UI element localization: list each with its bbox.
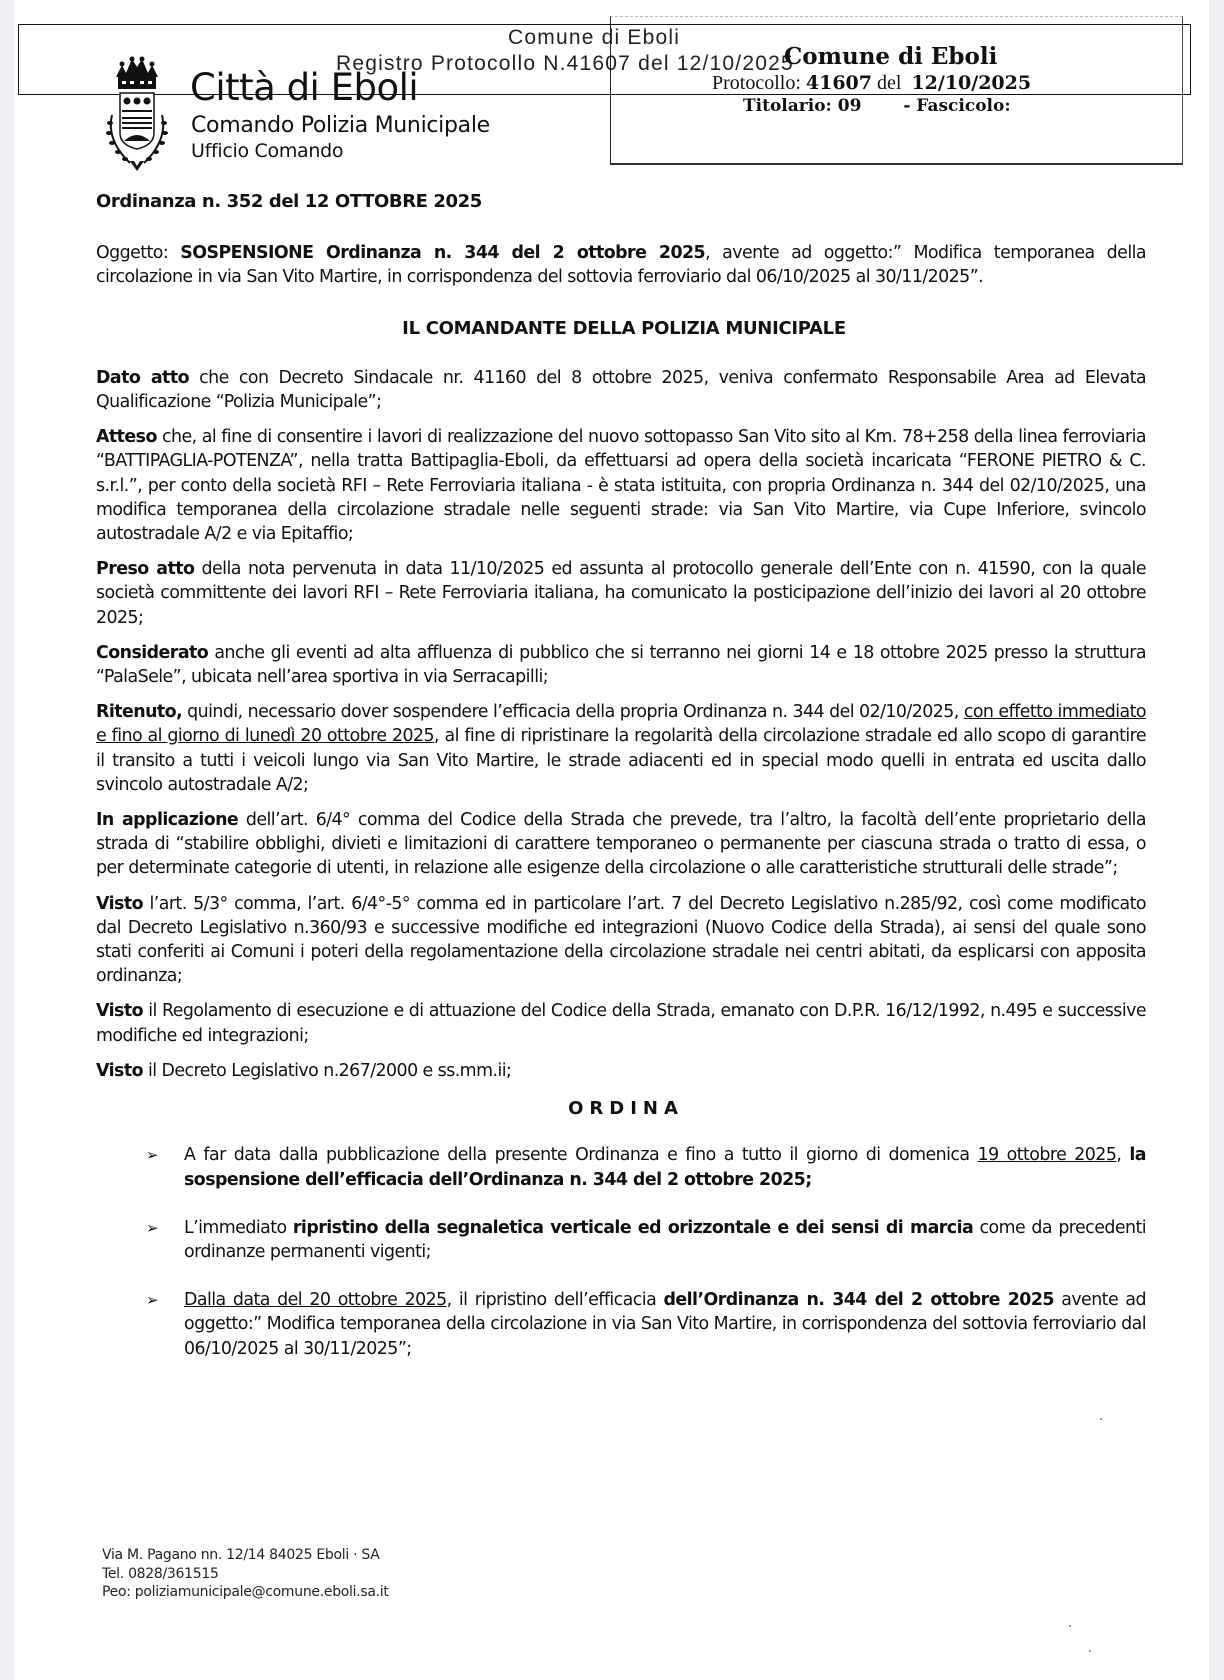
subject-text: , avente ad oggetto:” Modifica temporanea della circolazione in via San Vito Martire, in corrispondenza del sottovia ferroviario dal 06/10/2025 al 30/11/2025”. xyxy=(96,243,1146,288)
order-underlined-text: 19 ottobre 2025 xyxy=(977,1145,1117,1166)
office-name: Ufficio Comando xyxy=(191,140,344,162)
order-bold-text: la sospensione dell’efficacia dell’Ordinanza n. 344 del 2 ottobre 2025; xyxy=(184,1145,1146,1190)
order-text: , xyxy=(1116,1145,1130,1166)
protocol-date: 12/10/2025 xyxy=(911,72,1032,94)
orders-list xyxy=(96,1143,1146,1360)
premise-lead: Visto xyxy=(96,1001,143,1022)
premise-lead: Dato atto xyxy=(96,367,189,388)
protocol-stamp-title: Comune di Eboli xyxy=(784,43,998,70)
premise-lead: Visto xyxy=(96,1060,143,1081)
scan-speck xyxy=(1100,1418,1102,1420)
order-underlined-text: Dalla data del 20 ottobre 2025 xyxy=(184,1290,447,1311)
footer-contacts xyxy=(102,1546,389,1602)
protocol-label: Protocollo: xyxy=(712,72,801,94)
premise-paragraph xyxy=(96,808,1146,881)
premise-underlined-text: con effetto immediato e fino al giorno di lunedì 20 ottobre 2025 xyxy=(96,702,1146,747)
protocol-stamp-number-line xyxy=(712,72,1031,95)
premise-paragraph xyxy=(96,892,1146,989)
city-name: Città di Eboli xyxy=(190,66,419,109)
premise-paragraph xyxy=(96,425,1146,546)
order-item xyxy=(96,1216,1146,1264)
order-text: , il ripristino dell’efficacia xyxy=(446,1290,664,1311)
order-bold-text: ripristino della segnaletica verticale ed orizzontale e dei sensi di marcia xyxy=(292,1217,974,1238)
ordina-heading: ORDINA xyxy=(568,1098,684,1120)
premise-paragraph xyxy=(96,366,1146,414)
subject-label: Oggetto: xyxy=(96,243,181,264)
arrowhead-bullet-icon: ➢ xyxy=(146,1218,159,1237)
premise-text: , al fine di ripristinare la regolarità della circolazione stradale ed allo scopo di garantire il transito a tutti i veicoli lungo via San Vito Martire, le strade adiacenti ed in special modo quelli in entrata ed uscita dallo svincolo autostradale A/2; xyxy=(96,726,1146,795)
footer-address: Via M. Pagano nn. 12/14 84025 Eboli · SA xyxy=(102,1547,380,1563)
ordinance-body xyxy=(96,190,1146,1385)
premise-text: che, al fine di consentire i lavori di realizzazione del nuovo sottopasso San Vito sito al Km. 78+258 della linea ferroviaria “BATTIPAGLIA-POTENZA”, nella tratta Battipaglia-Eboli, da effettuarsi ad opera della società incaricata “FERONE PIETRO & C. s.r.l.”, per conto della società RFI – Rete Ferroviaria italiana - è stata istituita, con propria Ordinanza n. 344 del 02/10/2025, una modifica temporanea della circolazione stradale nelle seguenti strade: via San Vito Martire, via Cupe Inferiore, svincolo autostradale A/2 e via Epitaffio; xyxy=(96,427,1146,545)
arrowhead-bullet-icon: ➢ xyxy=(146,1146,159,1165)
protocol-stamp-classification xyxy=(743,96,1011,116)
titolario-label: Titolario: xyxy=(743,96,832,116)
registration-stamp-protocol: Registro Protocollo N.41607 del 12/10/2025 xyxy=(336,52,794,75)
order-text: L’immediato xyxy=(184,1217,293,1238)
subject-bold: SOSPENSIONE Ordinanza n. 344 del 2 ottobre 2025 xyxy=(180,243,706,264)
premise-text: l’art. 5/3° comma, l’art. 6/4°-5° comma ed in particolare l’art. 7 del Decreto Legislativo n.285/92, così come modificato dal Decreto Legislativo n.360/93 e successive modifiche ed integrazioni (Nuovo Codice della Strada), ai sensi del quale sono stati conferiti ai Comuni i poteri della regolamentazione della circolazione stradale nei centri abitati, da esplicarsi con apposita ordinanza; xyxy=(96,893,1146,987)
ordinance-title: Ordinanza n. 352 del 12 OTTOBRE 2025 xyxy=(96,191,482,212)
issuer-heading: IL COMANDANTE DELLA POLIZIA MUNICIPALE xyxy=(402,317,846,339)
order-text: A far data dalla pubblicazione della presente Ordinanza e fino a tutto il giorno di domenica xyxy=(184,1145,978,1166)
fascicolo-label: - Fascicolo: xyxy=(903,96,1011,116)
premise-text: il Regolamento di esecuzione e di attuazione del Codice della Strada, emanato con D.P.R. 16/12/1992, n.495 e successive modifiche ed integrazioni; xyxy=(96,1001,1146,1046)
premise-paragraph xyxy=(96,1059,1146,1083)
department-name: Comando Polizia Municipale xyxy=(191,113,490,138)
premise-paragraph xyxy=(96,641,1146,689)
protocol-number: 41607 xyxy=(805,72,872,94)
order-item xyxy=(96,1143,1146,1191)
order-text: come da precedenti ordinanze permanenti vigenti; xyxy=(184,1217,1146,1262)
premise-lead: Ritenuto, xyxy=(96,702,183,723)
premise-text: che con Decreto Sindacale nr. 41160 del 8 ottobre 2025, veniva confermato Responsabile Area ad Elevata Qualificazione “Polizia Municipale”; xyxy=(96,367,1146,413)
premise-lead: Atteso xyxy=(96,427,157,448)
premise-lead: In applicazione xyxy=(96,810,239,831)
footer-phone: Tel. 0828/361515 xyxy=(102,1565,219,1582)
premise-text: della nota pervenuta in data 11/10/2025 ed assunta al protocollo generale dell’Ente con n. 41590, con la quale società committente dei lavori RFI – Rete Ferroviaria italiana, ha comunicato la posticipazione dell’inizio dei lavori al 20 ottobre 2025; xyxy=(96,559,1146,628)
footer-email: Peo: poliziamunicipale@comune.eboli.sa.it xyxy=(102,1584,389,1600)
order-bold-text: dell’Ordinanza n. 344 del 2 ottobre 2025 xyxy=(663,1290,1054,1311)
document-page xyxy=(14,0,1209,1680)
registration-stamp-municipality: Comune di Eboli xyxy=(508,26,681,49)
order-item xyxy=(96,1288,1146,1361)
coat-of-arms-icon xyxy=(102,55,172,173)
premise-lead: Preso atto xyxy=(96,559,195,580)
premise-text: il Decreto Legislativo n.267/2000 e ss.mm.ii; xyxy=(142,1060,512,1081)
premise-text: dell’art. 6/4° comma del Codice della Strada che prevede, tra l’altro, la facoltà dell’ente proprietario della strada di “stabilire obblighi, divieti e limitazioni di carattere temporaneo o permanente per ciascuna strada o tratto di essa, o per determinate categorie di utenti, in relazione alle esigenze della circolazione o alle caratteristiche strutturali delle strade”; xyxy=(96,810,1146,879)
premise-text: quindi, necessario dover sospendere l’efficacia della propria Ordinanza n. 344 del 02/10/2025, xyxy=(182,702,964,723)
order-text: avente ad oggetto:” Modifica temporanea della circolazione in via San Vito Martire, in corrispondenza del sottovia ferroviario dal 06/10/2025 al 30/11/2025”; xyxy=(184,1290,1146,1359)
arrowhead-bullet-icon: ➢ xyxy=(146,1291,159,1310)
premise-lead: Considerato xyxy=(96,642,209,663)
premise-paragraph xyxy=(96,999,1146,1047)
premise-lead: Visto xyxy=(96,893,143,914)
premise-text: anche gli eventi ad alta affluenza di pubblico che si terranno nei giorni 14 e 18 ottobre 2025 presso la struttura “PalaSele”, ubicata nell’area sportiva in via Serracapilli; xyxy=(96,642,1146,688)
titolario-value: 09 xyxy=(837,96,862,116)
scan-speck xyxy=(1069,1625,1071,1627)
premise-paragraph xyxy=(96,700,1146,797)
protocol-del-label: del xyxy=(877,72,902,94)
premise-paragraph xyxy=(96,557,1146,630)
subject-paragraph xyxy=(96,241,1146,289)
scan-speck xyxy=(1089,1650,1091,1652)
